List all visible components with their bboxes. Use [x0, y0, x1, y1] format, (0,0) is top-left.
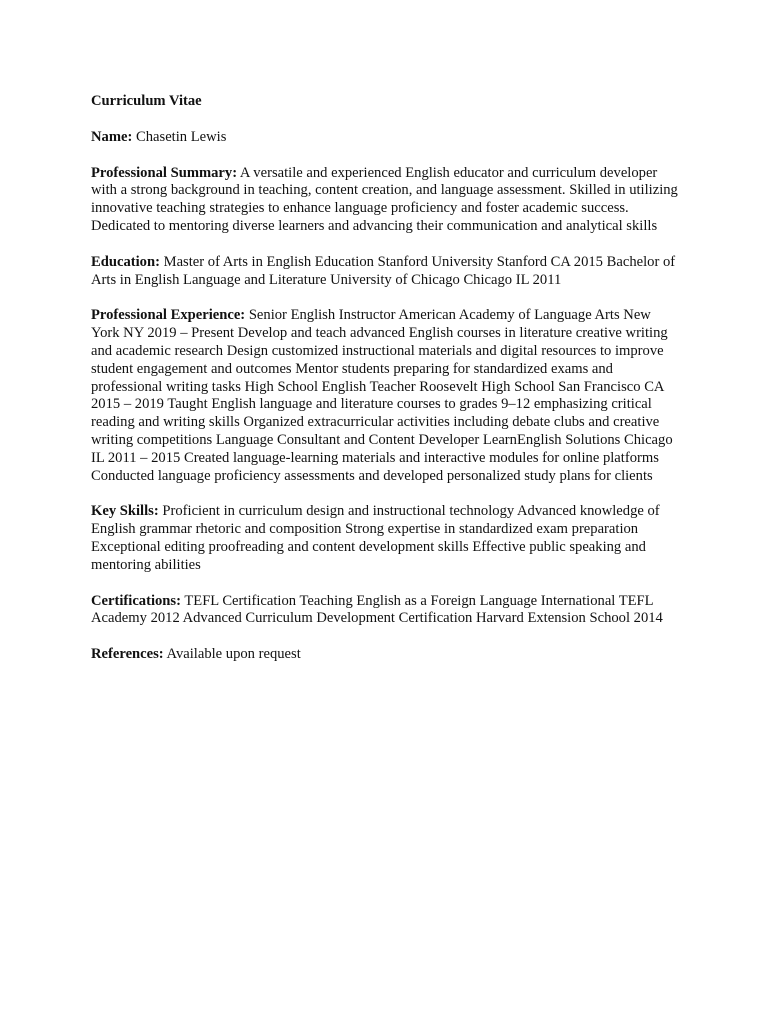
section-text: TEFL Certification Teaching English as a Foreign Language International TEFL Academy 2012 Advanced Curriculum Development Certification Harvard Extension School 2014	[91, 592, 663, 627]
section-label: Professional Summary:	[91, 164, 238, 181]
document-body	[91, 93, 681, 682]
section-label: Certifications:	[91, 592, 181, 609]
section-text: Senior English Instructor American Academy of Language Arts New York NY 2019 – Present Develop and teach advanced English courses in literature creative writing and academic research Design customized instructional materials and digital resources to improve student engagement and outcomes Mentor students preparing for standardized exams and professional writing tasks High School English Teacher Roosevelt High School San Francisco CA 2015 – 2019 Taught English language and literature courses to grades 9–12 emphasizing critical reading and writing skills Organized extracurricular activities including debate clubs and creative writing competitions Language Consultant and Content Developer LearnEnglish Solutions Chicago IL 2011 – 2015 Created language-learning materials and interactive modules for online platforms Conducted language proficiency assessments and developed personalized study plans for clients	[91, 307, 673, 484]
section-professional-summary	[91, 165, 681, 236]
section-text: Available upon request	[166, 646, 301, 663]
section-name	[91, 129, 681, 147]
section-text: Chasetin Lewis	[136, 128, 227, 145]
section-professional-experience	[91, 307, 681, 485]
document-title: Curriculum Vitae	[91, 93, 202, 109]
section-certifications	[91, 593, 681, 629]
section-text: A versatile and experienced English educator and curriculum developer with a strong background in teaching, content creation, and language assessment. Skilled in utilizing innovative teaching strategies to enhance language proficiency and foster academic success. Dedicated to mentoring diverse learners and advancing their communication and analytical skills	[91, 164, 678, 234]
section-text: Master of Arts in English Education Stanford University Stanford CA 2015 Bachelor of Arts in English Language and Literature University of Chicago Chicago IL 2011	[91, 253, 676, 288]
section-label: Education:	[91, 253, 160, 270]
section-label: Name:	[91, 128, 133, 145]
section-key-skills	[91, 503, 681, 574]
section-references	[91, 646, 681, 664]
section-education	[91, 254, 681, 290]
section-label: Key Skills:	[91, 503, 159, 520]
section-label: References:	[91, 646, 164, 663]
section-label: Professional Experience:	[91, 307, 246, 324]
section-text: Proficient in curriculum design and instructional technology Advanced knowledge of English grammar rhetoric and composition Strong expertise in standardized exam preparation Exceptional editing proofreading and content development skills Effective public speaking and mentoring abilities	[91, 503, 660, 573]
